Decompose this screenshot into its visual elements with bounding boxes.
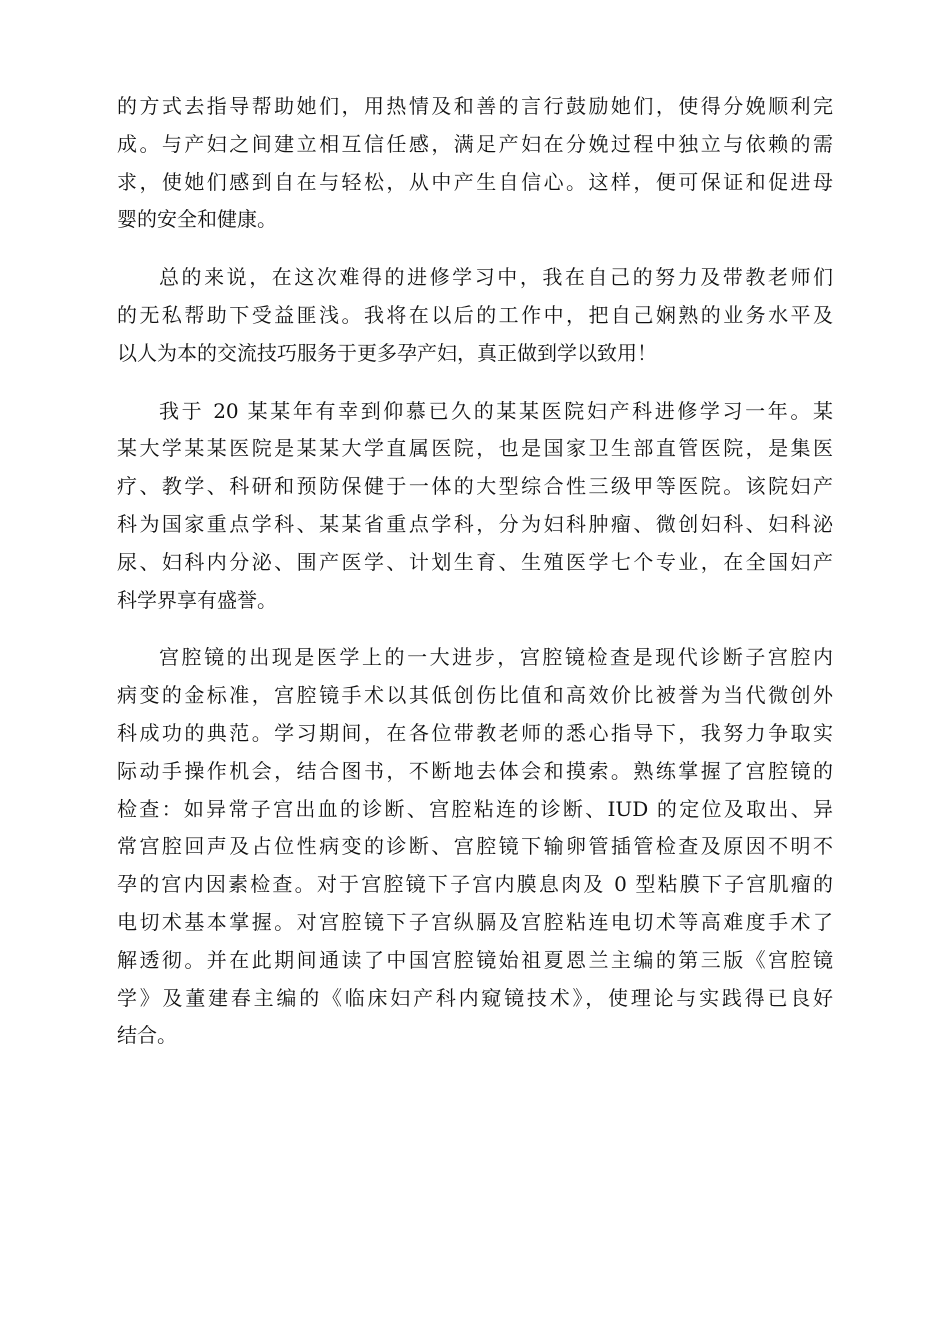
paragraph-hospital-intro [117, 393, 833, 620]
paragraph-line: 的无私帮助下受益匪浅。我将在以后的工作中，把自己娴熟的业务水平及 [117, 302, 833, 327]
paragraph-line: 疗、教学、科研和预防保健于一体的大型综合性三级甲等医院。该院妇产 [117, 474, 833, 499]
paragraph-hysteroscopy [117, 639, 833, 1055]
paragraph-line: 际动手操作机会，结合图书，不断地去体会和摸索。熟练掌握了宫腔镜的 [117, 758, 833, 783]
paragraph-summary [117, 259, 833, 372]
paragraph-line: 学》及董建春主编的《临床妇产科内窥镜技术》，使理论与实践得已良好 [117, 985, 833, 1010]
paragraph-childbirth-support [117, 88, 833, 239]
paragraph-line: 结合。 [117, 1023, 177, 1048]
paragraph-line: 尿、妇科内分泌、围产医学、计划生育、生殖医学七个专业，在全国妇产 [117, 549, 833, 574]
paragraph-line: 检查：如异常子宫出血的诊断、宫腔粘连的诊断、IUD 的定位及取出、异 [117, 796, 833, 821]
paragraph-line: 以人为本的交流技巧服务于更多孕产妇，真正做到学以致用！ [117, 340, 657, 365]
paragraph-line: 科为国家重点学科、某某省重点学科，分为妇科肿瘤、微创妇科、妇科泌 [117, 511, 833, 536]
paragraph-line: 某大学某某医院是某某大学直属医院，也是国家卫生部直管医院，是集医 [117, 436, 833, 461]
paragraph-line: 解透彻。并在此期间通读了中国宫腔镜始祖夏恩兰主编的第三版《宫腔镜 [117, 947, 833, 972]
paragraph-line: 常宫腔回声及占位性病变的诊断、宫腔镜下输卵管插管检查及原因不明不 [117, 834, 833, 859]
paragraph-line: 我于 20 某某年有幸到仰慕已久的某某医院妇产科进修学习一年。某 [159, 398, 833, 423]
paragraph-line: 成。与产妇之间建立相互信任感，满足产妇在分娩过程中独立与依赖的需 [117, 131, 833, 156]
paragraph-line: 科成功的典范。学习期间，在各位带教老师的悉心指导下，我努力争取实 [117, 720, 833, 745]
paragraph-line: 病变的金标准，宫腔镜手术以其低创伤比值和高效价比被誉为当代微创外 [117, 683, 833, 708]
paragraph-line: 电切术基本掌握。对宫腔镜下子宫纵膈及宫腔粘连电切术等高难度手术了 [117, 909, 833, 934]
document-body [117, 88, 833, 1075]
paragraph-line: 总的来说，在这次难得的进修学习中，我在自己的努力及带教老师们 [159, 265, 833, 290]
paragraph-line: 科学界享有盛誉。 [117, 587, 277, 612]
paragraph-line: 孕的宫内因素检查。对于宫腔镜下子宫内膜息肉及 0 型粘膜下子宫肌瘤的 [117, 872, 833, 897]
paragraph-line: 宫腔镜的出现是医学上的一大进步，宫腔镜检查是现代诊断子宫腔内 [159, 645, 833, 670]
paragraph-line: 婴的安全和健康。 [117, 207, 277, 232]
paragraph-line: 求，使她们感到自在与轻松，从中产生自信心。这样，便可保证和促进母 [117, 169, 833, 194]
paragraph-line: 的方式去指导帮助她们，用热情及和善的言行鼓励她们，使得分娩顺利完 [117, 94, 833, 118]
